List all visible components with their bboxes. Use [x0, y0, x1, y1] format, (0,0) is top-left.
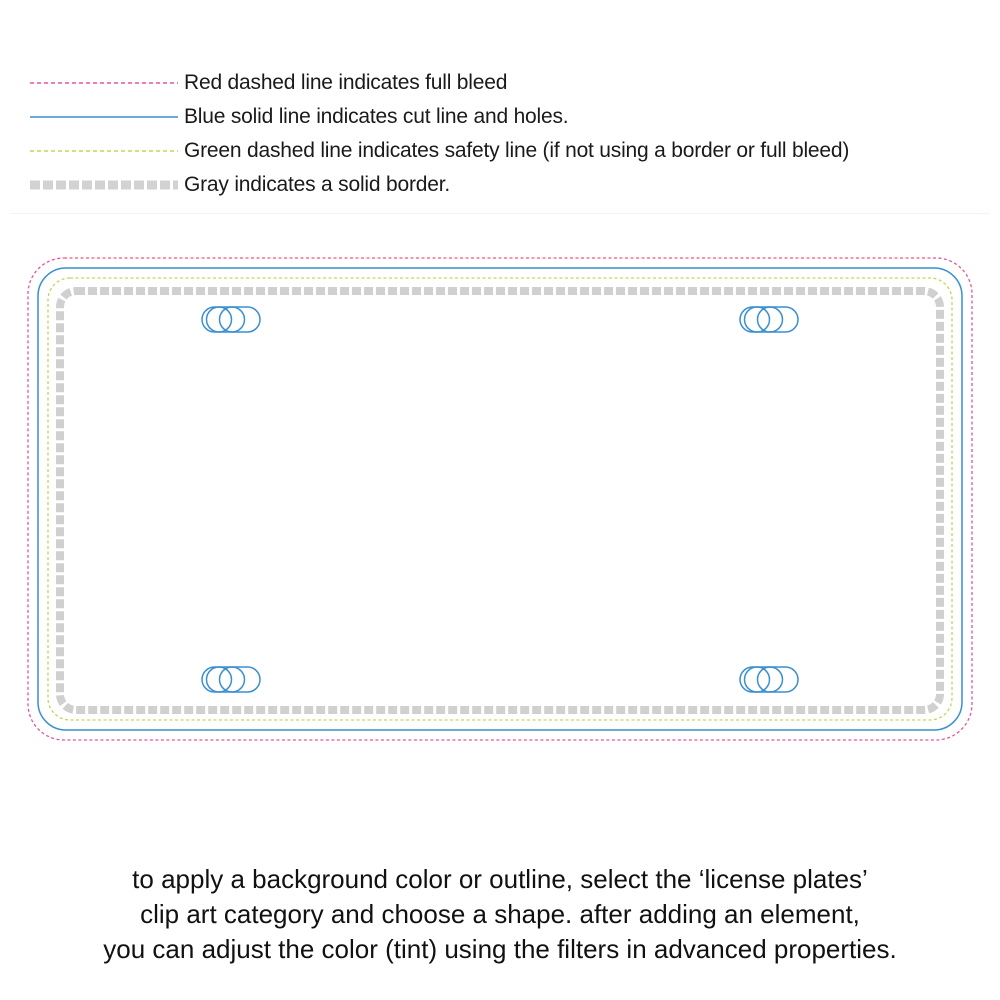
mounting-hole-top-left — [202, 307, 260, 332]
caption-line-2: clip art category and choose a shape. after adding an element, — [140, 899, 860, 929]
gray-border-outline — [60, 291, 940, 710]
caption-line-3: you can adjust the color (tint) using the filters in advanced properties. — [103, 934, 897, 964]
legend-label-solid-border: Gray indicates a solid border. — [184, 173, 450, 196]
mounting-hole-bottom-left — [202, 667, 260, 692]
caption-line-1: to apply a background color or outline, select the ‘license plates’ — [132, 864, 868, 894]
legend-label-safety-line: Green dashed line indicates safety line (if not using a border or full bleed) — [184, 139, 850, 162]
cut-line-outline — [38, 268, 962, 730]
mounting-hole-top-right — [740, 307, 798, 332]
legend-label-full-bleed: Red dashed line indicates full bleed — [184, 71, 508, 94]
full-bleed-outline — [28, 258, 972, 740]
mounting-hole-bottom-right — [740, 667, 798, 692]
instruction-caption — [0, 862, 1000, 967]
safety-line-outline — [48, 278, 952, 720]
legend-label-cut-line: Blue solid line indicates cut line and holes. — [184, 105, 569, 128]
